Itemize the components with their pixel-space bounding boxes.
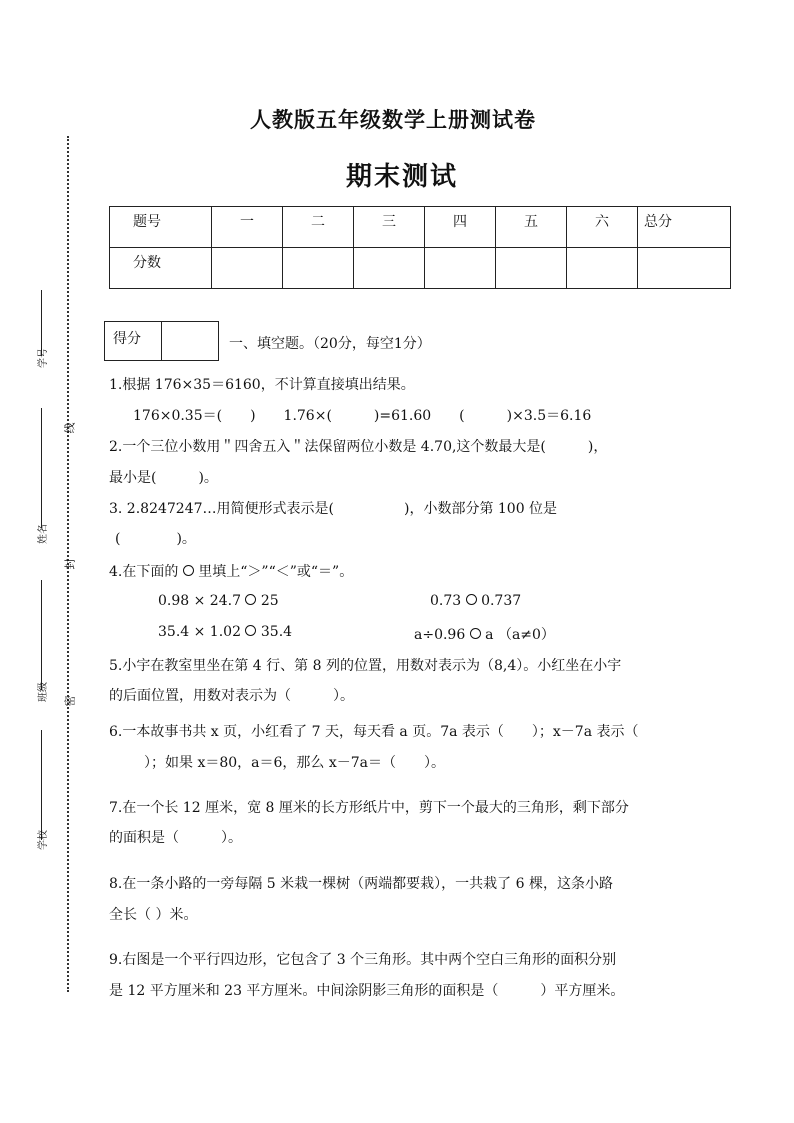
circle-icon[interactable] xyxy=(470,628,481,639)
compare-right: a （a≠0） xyxy=(485,627,555,643)
score-header-cell: 六 xyxy=(567,207,638,248)
name-label: 姓名 xyxy=(38,524,49,544)
compare-right: 25 xyxy=(260,593,279,609)
question-2-line-2: 最小是( )。 xyxy=(109,470,218,486)
score-cell xyxy=(354,248,425,289)
score-table xyxy=(109,206,731,289)
compare-item-3 xyxy=(158,624,292,640)
section-heading: 一、填空题。（20分，每空1分） xyxy=(229,336,431,352)
binding-char-line: 线 xyxy=(63,422,77,434)
score-header-cell: 总分 xyxy=(638,207,731,248)
compare-item-4 xyxy=(414,624,555,644)
score-cell xyxy=(638,248,731,289)
question-1-line-1: 1.根据 176×35＝6160，不计算直接填出结果。 xyxy=(109,377,415,393)
question-5-line-1: 5.小宇在教室里坐在第 4 行、第 8 列的位置，用数对表示为（8,4）。小红坐在小宇 xyxy=(109,658,622,674)
student-id-label: 学号 xyxy=(38,348,49,368)
question-7-line-2: 的面积是（ ）。 xyxy=(109,830,242,846)
question-6-line-2: ）；如果 x＝80，a＝6，那么 x－7a＝（ ）。 xyxy=(130,755,446,771)
score-cell xyxy=(283,248,354,289)
compare-left: 35.4 × 1.02 xyxy=(158,624,241,640)
page-subtitle: 期末测试 xyxy=(346,162,459,192)
question-9-line-2: 是 12 平方厘米和 23 平方厘米。中间涂阴影三角形的面积是（ ）平方厘米。 xyxy=(109,983,625,999)
compare-right: 0.737 xyxy=(481,593,522,609)
compare-item-2 xyxy=(430,593,521,609)
question-3-line-2: ( )。 xyxy=(115,531,196,547)
score-cell xyxy=(425,248,496,289)
binding-char-secret: 密 xyxy=(63,695,77,707)
score-header-cell: 二 xyxy=(283,207,354,248)
score-header-cell: 五 xyxy=(496,207,567,248)
section-score-box xyxy=(104,321,219,361)
circle-icon[interactable] xyxy=(245,625,256,636)
school-rule xyxy=(41,730,42,840)
student-id-rule xyxy=(41,290,42,356)
binding-char-seal: 封 xyxy=(63,558,77,570)
question-7-line-1: 7.在一个长 12 厘米，宽 8 厘米的长方形纸片中，剪下一个最大的三角形，剩下部分 xyxy=(109,800,629,816)
school-label: 学校 xyxy=(38,830,49,850)
class-rule xyxy=(41,580,42,690)
circle-icon[interactable] xyxy=(245,594,256,605)
compare-left: a÷0.96 xyxy=(414,627,466,643)
question-2-line-1: 2.一个三位小数用＂四舍五入＂法保留两位小数是 4.70,这个数最大是( )， xyxy=(109,439,608,455)
score-cell xyxy=(567,248,638,289)
page-title: 人教版五年级数学上册测试卷 xyxy=(250,107,536,132)
compare-left: 0.98 × 24.7 xyxy=(158,593,241,609)
compare-left: 0.73 xyxy=(430,593,462,609)
question-1-line-2: 176×0.35＝( ) 1.76×( )=61.60 ( )×3.5＝6.16 xyxy=(133,408,592,424)
score-header-cell: 题号 xyxy=(110,207,212,248)
section-score-blank xyxy=(162,322,219,361)
question-8-line-1: 8.在一条小路的一旁每隔 5 米栽一棵树（两端都要栽），一共栽了 6 棵，这条小路 xyxy=(109,876,613,892)
name-rule xyxy=(41,408,42,528)
score-header-cell: 三 xyxy=(354,207,425,248)
question-5-line-2: 的后面位置，用数对表示为（ ）。 xyxy=(109,688,354,704)
compare-item-1 xyxy=(158,593,279,609)
score-table-header-row xyxy=(110,207,731,248)
score-row-label: 分数 xyxy=(110,248,212,289)
question-9-line-1: 9.右图是一个平行四边形，它包含了 3 个三角形。其中两个空白三角形的面积分别 xyxy=(109,952,617,968)
score-table-score-row xyxy=(110,248,731,289)
question-4-intro-end: 里填上“＞”“＜”或“＝”。 xyxy=(198,564,354,580)
compare-right: 35.4 xyxy=(260,624,293,640)
circle-icon xyxy=(183,565,194,576)
question-4-line-1 xyxy=(109,561,353,581)
question-6-line-1: 6.一本故事书共 x 页，小红看了 7 天，每天看 a 页。7a 表示（ ）；x－7a 表示（ xyxy=(109,724,639,740)
section-score-label: 得分 xyxy=(105,322,162,361)
question-4-intro: 4.在下面的 xyxy=(109,564,179,580)
question-8-line-2: 全长（ ）米。 xyxy=(109,907,198,923)
score-header-cell: 四 xyxy=(425,207,496,248)
score-cell xyxy=(212,248,283,289)
circle-icon[interactable] xyxy=(466,594,477,605)
class-label: 班级 xyxy=(38,682,49,702)
score-cell xyxy=(496,248,567,289)
score-header-cell: 一 xyxy=(212,207,283,248)
question-3-line-1: 3. 2.8247247…用简便形式表示是( )，小数部分第 100 位是 xyxy=(109,501,558,517)
